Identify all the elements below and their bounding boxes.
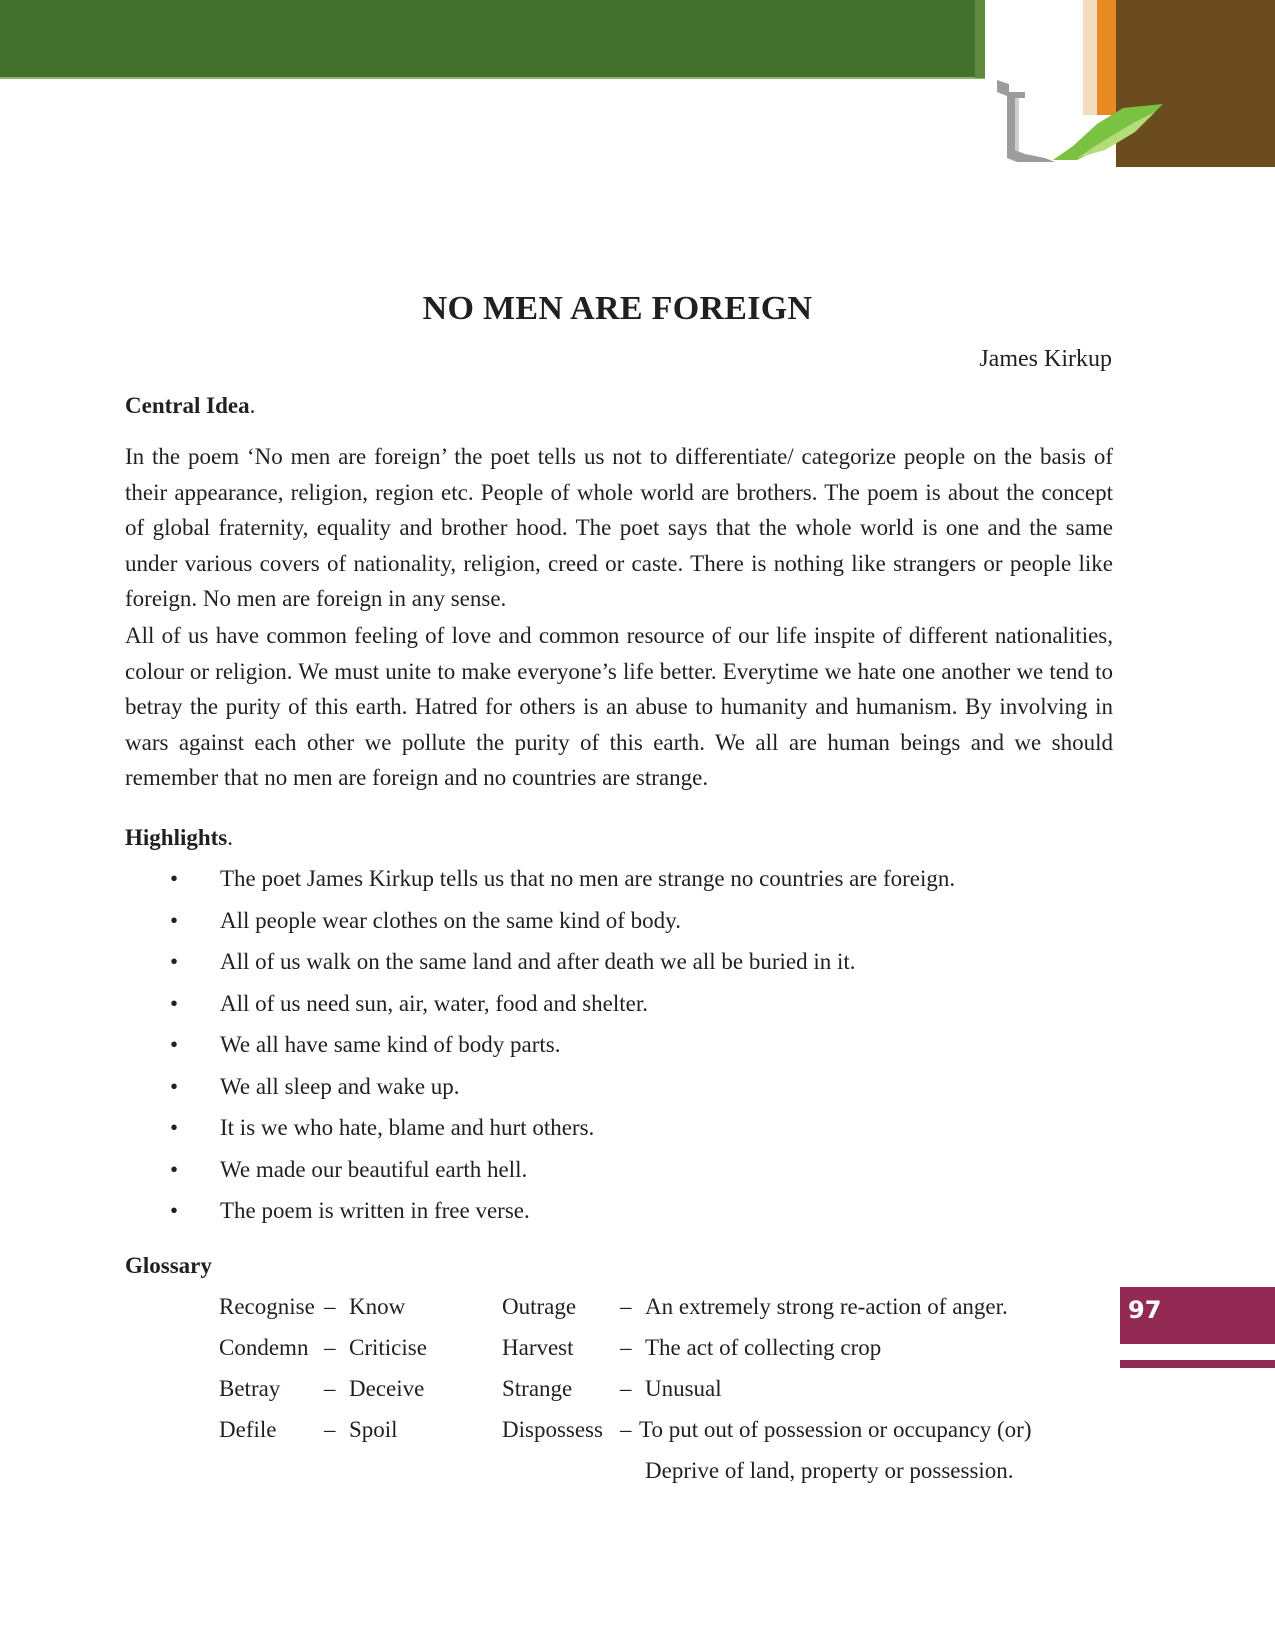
glossary-meaning: To put out of possession or occupancy (or) xyxy=(639,1417,1032,1442)
central-idea-paragraph-2: All of us have common feeling of love and common resource of our life inspite of different nationalities, colour or religion. We must unite to make everyone’s life better. Everytime we hate one another we tend to betray the purity of this earth. Hatred for others is an abuse to humanity and humanism. By involving in wars against each other we pollute the purity of this earth. We all are human beings and we should remember that no men are foreign and no countries are strange. xyxy=(125,623,1113,790)
glossary-meaning: The act of collecting crop xyxy=(645,1335,882,1360)
highlight-text: It is we who hate, blame and hurt others. xyxy=(220,1115,595,1140)
glossary-meaning-continuation: Deprive of land, property or possession. xyxy=(645,1458,1014,1483)
glossary-dash: – xyxy=(620,1335,632,1360)
glossary-dash: – xyxy=(324,1417,336,1442)
glossary-word: Outrage xyxy=(502,1294,577,1319)
glossary-word: Condemn xyxy=(219,1335,309,1360)
bullet-icon: • xyxy=(170,1156,179,1182)
list-item xyxy=(170,906,955,948)
central-idea-heading-text: Central Idea xyxy=(125,393,250,418)
list-item xyxy=(170,1155,955,1197)
header-band-edge xyxy=(975,0,985,78)
bullet-icon: • xyxy=(170,949,179,974)
glossary-word: Defile xyxy=(219,1417,277,1442)
highlight-text: We made our beautiful earth hell. xyxy=(220,1156,528,1182)
glossary-heading: Glossary xyxy=(125,1253,212,1278)
glossary-dash: – xyxy=(620,1294,632,1319)
highlight-text: All of us walk on the same land and after death we all be buried in it. xyxy=(220,949,856,974)
bullet-icon: • xyxy=(170,1115,179,1140)
glossary-dash: – xyxy=(620,1376,632,1401)
glossary-meaning: Deceive xyxy=(349,1376,425,1401)
central-idea-heading: Central Idea. xyxy=(125,393,256,418)
glossary-dash: – xyxy=(324,1294,336,1319)
highlight-text: We all sleep and wake up. xyxy=(220,1073,460,1099)
glossary-meaning: Spoil xyxy=(349,1417,398,1442)
glossary-meaning: An extremely strong re-action of anger. xyxy=(645,1294,1008,1319)
bullet-icon: • xyxy=(170,1032,179,1057)
glossary-meaning: Know xyxy=(349,1294,406,1319)
page-number-rule xyxy=(1120,1360,1275,1368)
list-item xyxy=(170,1113,955,1155)
highlight-text: All of us need sun, air, water, food and shelter. xyxy=(220,990,649,1016)
glossary-dash: – xyxy=(324,1335,336,1360)
highlight-text: The poem is written in free verse. xyxy=(220,1198,530,1223)
central-idea-paragraph-1: In the poem ‘No men are foreign’ the poet tells us not to differentiate/ categorize people on the basis of their appearance, religion, region etc. People of whole world are brothers. The poem is about the concept of global fraternity, equality and brother hood. The poet says that the whole world is one and the same under various covers of nationality, religion, creed or caste. There is nothing like strangers or people like foreign. No men are foreign in any sense. xyxy=(125,444,1113,611)
leaf-logo-icon xyxy=(995,78,1170,178)
highlights-list xyxy=(170,864,955,1238)
glossary-dash: – xyxy=(620,1417,632,1442)
header-band-underline xyxy=(0,77,985,79)
bullet-icon: • xyxy=(170,1198,179,1223)
highlight-text: We all have same kind of body parts. xyxy=(220,1032,561,1057)
list-item xyxy=(170,989,955,1031)
header-green-band xyxy=(0,0,985,78)
glossary-dash: – xyxy=(324,1376,336,1401)
glossary-word: Strange xyxy=(502,1376,573,1401)
list-item xyxy=(170,864,955,906)
list-item xyxy=(170,947,955,989)
highlight-text: All people wear clothes on the same kind of body. xyxy=(220,907,681,933)
list-item xyxy=(170,1072,955,1114)
highlight-text: The poet James Kirkup tells us that no men are strange no countries are foreign. xyxy=(220,866,956,891)
bullet-icon: • xyxy=(170,866,179,891)
glossary-word: Dispossess xyxy=(502,1417,603,1442)
glossary-word: Harvest xyxy=(502,1335,574,1360)
glossary-meaning: Unusual xyxy=(645,1376,722,1401)
highlights-heading-text: Highlights xyxy=(125,825,228,850)
list-item xyxy=(170,1196,955,1238)
glossary-word: Betray xyxy=(219,1376,281,1401)
bullet-icon: • xyxy=(170,990,179,1016)
glossary-word: Recognise xyxy=(219,1294,315,1319)
page-title: NO MEN ARE FOREIGN xyxy=(422,290,813,327)
poem-author: James Kirkup xyxy=(979,346,1112,372)
page-number: 97 xyxy=(1128,1296,1162,1324)
glossary-meaning: Criticise xyxy=(349,1335,427,1360)
list-item xyxy=(170,1030,955,1072)
bullet-icon: • xyxy=(170,907,179,933)
highlights-heading: Highlights. xyxy=(125,825,234,850)
bullet-icon: • xyxy=(170,1073,179,1099)
